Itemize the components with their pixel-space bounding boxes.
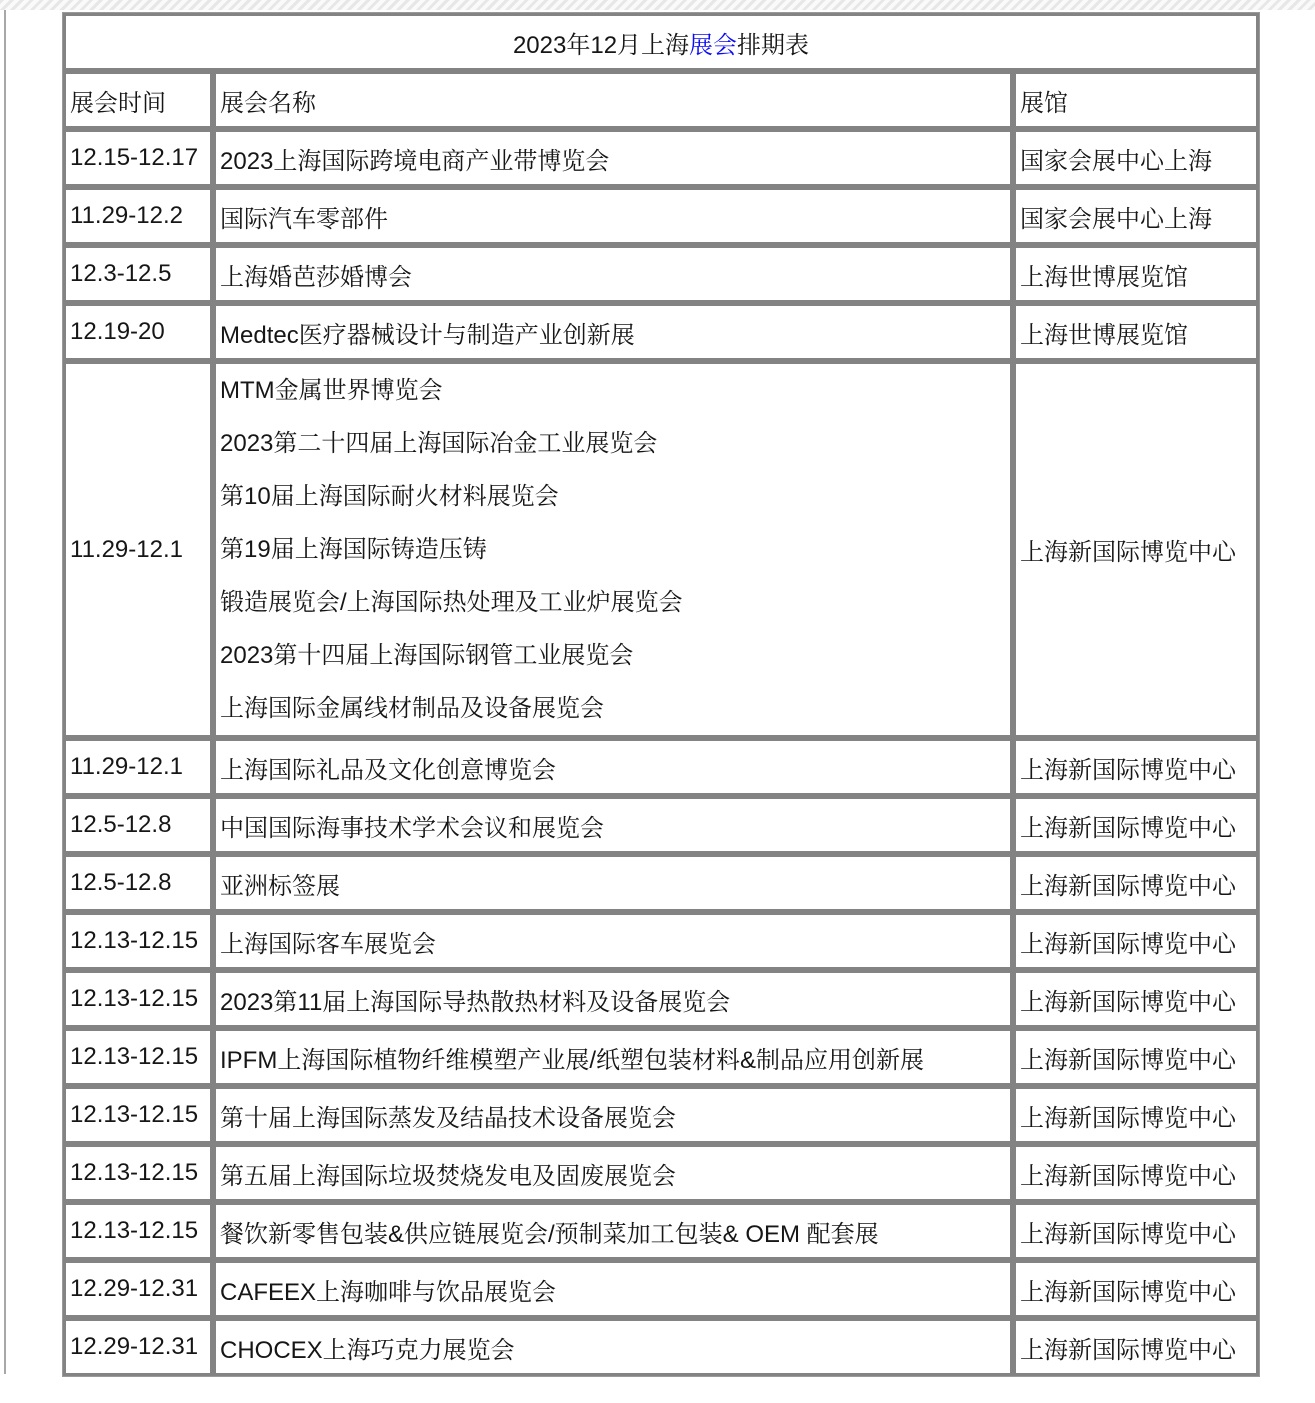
name-cell: 餐饮新零售包装&供应链展览会/预制菜加工包装& OEM 配套展 bbox=[213, 1202, 1013, 1260]
name-cell: 亚洲标签展 bbox=[213, 854, 1013, 912]
time-cell: 12.29-12.31 bbox=[63, 1260, 213, 1318]
venue-cell: 上海世博展览馆 bbox=[1013, 303, 1259, 361]
venue-cell: 上海新国际博览中心 bbox=[1013, 1028, 1259, 1086]
time-cell: 11.29-12.1 bbox=[63, 738, 213, 796]
table-row bbox=[63, 738, 1259, 796]
venue-cell: 上海世博展览馆 bbox=[1013, 245, 1259, 303]
name-cell-multi bbox=[213, 361, 1013, 738]
time-cell: 11.29-12.1 bbox=[63, 361, 213, 738]
name-line: 锻造展览会/上海国际热处理及工业炉展览会 bbox=[220, 589, 683, 616]
name-line: MTM金属世界博览会 bbox=[220, 377, 443, 404]
venue-cell: 上海新国际博览中心 bbox=[1013, 1086, 1259, 1144]
time-cell: 12.13-12.15 bbox=[63, 912, 213, 970]
name-line: 2023第十四届上海国际钢管工业展览会 bbox=[220, 642, 634, 669]
table-row bbox=[63, 187, 1259, 245]
name-line: 第19届上海国际铸造压铸 bbox=[220, 536, 487, 563]
time-cell: 12.13-12.15 bbox=[63, 1086, 213, 1144]
name-line: 2023第二十四届上海国际冶金工业展览会 bbox=[220, 430, 658, 457]
table-row bbox=[63, 1318, 1259, 1376]
name-cell: 2023上海国际跨境电商产业带博览会 bbox=[213, 129, 1013, 187]
table-row bbox=[63, 854, 1259, 912]
name-cell: CHOCEX上海巧克力展览会 bbox=[213, 1318, 1013, 1376]
table-row bbox=[63, 1260, 1259, 1318]
venue-cell: 国家会展中心上海 bbox=[1013, 129, 1259, 187]
time-cell: 12.19-20 bbox=[63, 303, 213, 361]
venue-cell: 上海新国际博览中心 bbox=[1013, 1202, 1259, 1260]
name-cell: IPFM上海国际植物纤维模塑产业展/纸塑包装材料&制品应用创新展 bbox=[213, 1028, 1013, 1086]
name-cell: 2023第11届上海国际导热散热材料及设备展览会 bbox=[213, 970, 1013, 1028]
name-line: 上海国际金属线材制品及设备展览会 bbox=[220, 695, 604, 722]
title-suffix: 排期表 bbox=[737, 31, 810, 59]
table-row bbox=[63, 245, 1259, 303]
venue-cell: 上海新国际博览中心 bbox=[1013, 796, 1259, 854]
header-row bbox=[63, 71, 1259, 129]
exhibition-schedule-table bbox=[62, 12, 1260, 1377]
title-link[interactable]: 展会 bbox=[689, 31, 738, 59]
venue-cell: 上海新国际博览中心 bbox=[1013, 738, 1259, 796]
time-cell: 12.5-12.8 bbox=[63, 854, 213, 912]
time-cell: 12.3-12.5 bbox=[63, 245, 213, 303]
table-row bbox=[63, 1086, 1259, 1144]
name-cell: 上海国际礼品及文化创意博览会 bbox=[213, 738, 1013, 796]
name-cell: Medtec医疗器械设计与制造产业创新展 bbox=[213, 303, 1013, 361]
table-title bbox=[63, 13, 1259, 71]
name-cell: CAFEEX上海咖啡与饮品展览会 bbox=[213, 1260, 1013, 1318]
title-row bbox=[63, 13, 1259, 71]
table-row bbox=[63, 1202, 1259, 1260]
time-cell: 12.29-12.31 bbox=[63, 1318, 213, 1376]
name-cell: 国际汽车零部件 bbox=[213, 187, 1013, 245]
table-row bbox=[63, 912, 1259, 970]
header-time: 展会时间 bbox=[63, 71, 213, 129]
table-row bbox=[63, 796, 1259, 854]
name-cell: 第五届上海国际垃圾焚烧发电及固废展览会 bbox=[213, 1144, 1013, 1202]
venue-cell: 上海新国际博览中心 bbox=[1013, 1144, 1259, 1202]
title-prefix: 2023年12月上海 bbox=[512, 31, 690, 59]
name-line: 第10届上海国际耐火材料展览会 bbox=[220, 483, 559, 510]
name-cell: 第十届上海国际蒸发及结晶技术设备展览会 bbox=[213, 1086, 1013, 1144]
name-cell: 上海国际客车展览会 bbox=[213, 912, 1013, 970]
venue-cell: 上海新国际博览中心 bbox=[1013, 1260, 1259, 1318]
header-name: 展会名称 bbox=[213, 71, 1013, 129]
time-cell: 12.15-12.17 bbox=[63, 129, 213, 187]
header-venue: 展馆 bbox=[1013, 71, 1259, 129]
table-row bbox=[63, 1144, 1259, 1202]
name-cell: 上海婚芭莎婚博会 bbox=[213, 245, 1013, 303]
time-cell: 12.13-12.15 bbox=[63, 1144, 213, 1202]
table-row bbox=[63, 129, 1259, 187]
venue-cell: 上海新国际博览中心 bbox=[1013, 1318, 1259, 1376]
time-cell: 12.5-12.8 bbox=[63, 796, 213, 854]
time-cell: 12.13-12.15 bbox=[63, 1202, 213, 1260]
venue-cell: 上海新国际博览中心 bbox=[1013, 912, 1259, 970]
table-row bbox=[63, 1028, 1259, 1086]
table-row bbox=[63, 303, 1259, 361]
time-cell: 11.29-12.2 bbox=[63, 187, 213, 245]
time-cell: 12.13-12.15 bbox=[63, 970, 213, 1028]
venue-cell: 上海新国际博览中心 bbox=[1013, 361, 1259, 738]
name-cell: 中国国际海事技术学术会议和展览会 bbox=[213, 796, 1013, 854]
venue-cell: 国家会展中心上海 bbox=[1013, 187, 1259, 245]
left-edge-line bbox=[4, 10, 6, 1374]
table-row-multi bbox=[63, 361, 1259, 738]
top-hatch-decoration bbox=[0, 0, 1315, 10]
table-row bbox=[63, 970, 1259, 1028]
time-cell: 12.13-12.15 bbox=[63, 1028, 213, 1086]
venue-cell: 上海新国际博览中心 bbox=[1013, 970, 1259, 1028]
venue-cell: 上海新国际博览中心 bbox=[1013, 854, 1259, 912]
